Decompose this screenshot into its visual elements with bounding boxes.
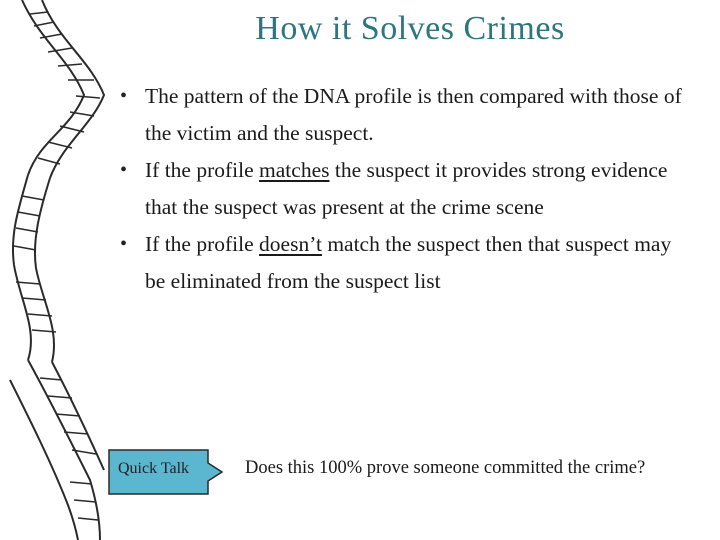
bullet-dot: • xyxy=(120,233,128,255)
quick-talk-label: Quick Talk xyxy=(118,460,190,477)
bullet-text-end: the suspect it provides strong evidence that the suspect was present at the crime scene xyxy=(145,158,668,219)
bullet-item xyxy=(116,226,696,300)
bullet-emphasis: matches xyxy=(259,158,330,182)
bullet-dot: • xyxy=(120,159,128,181)
bullet-item xyxy=(116,78,696,152)
dna-helix-icon xyxy=(0,0,110,540)
bullet-item xyxy=(116,152,696,226)
discussion-question: Does this 100% prove someone committed the crime? xyxy=(245,458,646,478)
bullet-dot: • xyxy=(120,85,128,107)
bullet-text: The pattern of the DNA profile is then compared with those of the victim and the suspect. xyxy=(145,84,682,145)
bullet-list xyxy=(116,78,696,300)
bullet-emphasis: doesn’t xyxy=(259,232,322,256)
slide-title: How it Solves Crimes xyxy=(255,10,565,47)
bullet-text: If the profile xyxy=(145,232,260,256)
bullet-text: If the profile xyxy=(145,158,260,182)
bullet-text-end: match the suspect then that suspect may be eliminated from the suspect list xyxy=(145,232,672,293)
